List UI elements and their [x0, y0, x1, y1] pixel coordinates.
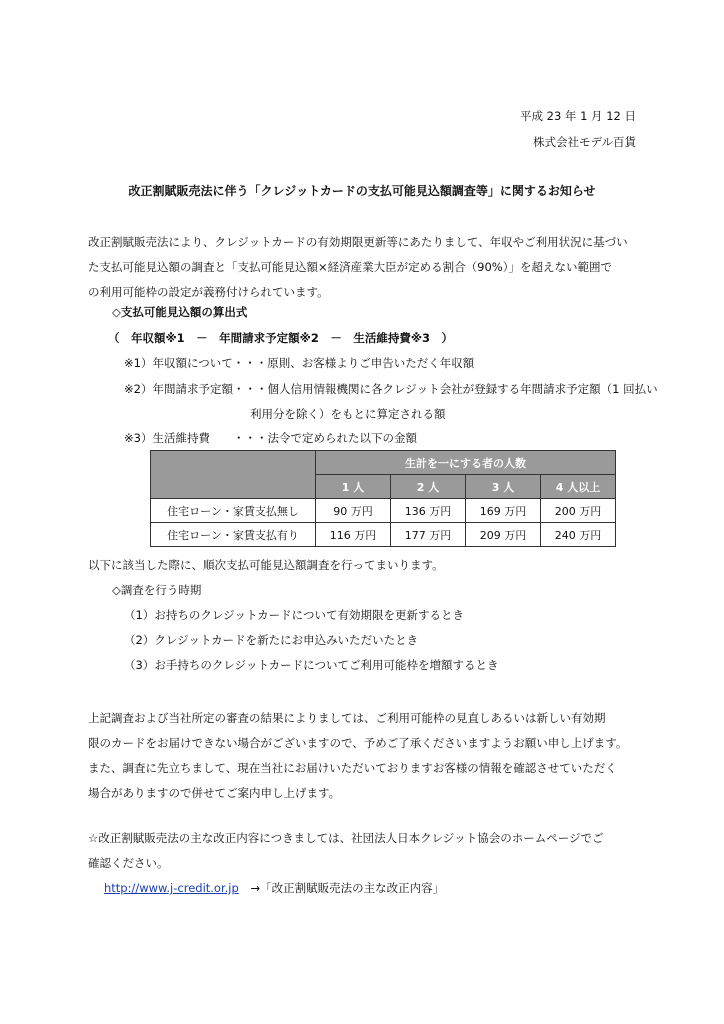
table-column-header: 3 人: [466, 475, 541, 499]
footer-link-row: [104, 880, 444, 896]
survey-item-2: （2）クレジットカードを新たにお申込みいただいたとき: [124, 633, 419, 647]
notice-line: 限のカードをお届けできない場合がございますので、予めご了承くださいますようお願い申し上げます。: [88, 736, 628, 750]
table-corner-cell: [151, 451, 316, 499]
table-cell: 240 万円: [541, 523, 616, 547]
footer-paragraph: [88, 826, 604, 876]
table-cell: 177 万円: [391, 523, 466, 547]
document-date: 平成 23 年 1 月 12 日: [519, 109, 636, 123]
table-column-header: 4 人以上: [541, 475, 616, 499]
table-cell: 209 万円: [466, 523, 541, 547]
formula-note-2-cont: 利用分を除く）をもとに算定される額: [250, 407, 446, 421]
formula-note-2: ※2）年間請求予定額・・・個人信用情報機関に各クレジット会社が登録する年間請求予定額（1 回払い: [124, 382, 658, 396]
formula-note-1: ※1）年収額について・・・原則、お客様よりご申告いただく年収額: [124, 356, 475, 370]
formula-expression: （ 年収額※1 － 年間請求予定額※2 － 生活維持費※3 ）: [108, 331, 454, 345]
formula-note-3: ※3）生活維持費 ・・・法令で定められた以下の金額: [124, 431, 417, 445]
table-cell: 116 万円: [316, 523, 391, 547]
intro-line: の利用可能枠の設定が義務付けられています。: [88, 285, 329, 299]
table-cell: 200 万円: [541, 499, 616, 523]
table-column-header: 1 人: [316, 475, 391, 499]
footer-line: 確認ください。: [88, 856, 169, 870]
survey-heading: ◇調査を行う時期: [112, 583, 202, 597]
table-cell: 136 万円: [391, 499, 466, 523]
company-name: 株式会社モデル百貨: [533, 135, 636, 149]
living-cost-table: [150, 450, 616, 547]
notice-line: 上記調査および当社所定の審査の結果によりましては、ご利用可能枠の見直しあるいは新しい有効期: [88, 711, 606, 725]
notice-line: また、調査に先立ちまして、現在当社にお届けいただいておりますお客様の情報を確認させていただく: [88, 761, 617, 775]
table-row: [151, 523, 616, 547]
table-cell: 90 万円: [316, 499, 391, 523]
table-row-label: 住宅ローン・家賃支払無し: [151, 499, 316, 523]
table-row-label: 住宅ローン・家賃支払有り: [151, 523, 316, 547]
jcredit-link[interactable]: http://www.j-credit.or.jp: [104, 881, 239, 895]
survey-item-1: （1）お持ちのクレジットカードについて有効期限を更新するとき: [124, 608, 464, 622]
intro-line: た支払可能見込額の調査と「支払可能見込額×経済産業大臣が定める割合（90%）」を超えない範囲で: [88, 260, 612, 274]
notice-line: 場合がありますので併せてご案内申し上げます。: [88, 786, 341, 800]
link-suffix: →「改正割賦販売法の主な改正内容」: [250, 881, 445, 895]
formula-heading: ◇支払可能見込額の算出式: [112, 305, 248, 319]
table-row: [151, 499, 616, 523]
survey-item-3: （3）お手持ちのクレジットカードについてご利用可能枠を増額するとき: [124, 658, 499, 672]
intro-paragraph: [88, 230, 628, 305]
table-cell: 169 万円: [466, 499, 541, 523]
notice-paragraph: [88, 706, 627, 806]
table-group-header: 生計を一にする者の人数: [316, 451, 616, 475]
living-cost-table-wrapper: [150, 450, 616, 547]
table-column-header: 2 人: [391, 475, 466, 499]
survey-intro: 以下に該当した際に、順次支払可能見込額調査を行ってまいります。: [88, 558, 444, 572]
footer-line: ☆改正割賦販売法の主な改正内容につきましては、社団法人日本クレジット協会のホームページでご: [88, 831, 604, 845]
intro-line: 改正割賦販売法により、クレジットカードの有効期限更新等にあたりまして、年収やご利用状況に基づい: [88, 235, 628, 249]
document-title: 改正割賦販売法に伴う「クレジットカードの支払可能見込額調査等」に関するお知らせ: [128, 184, 596, 198]
